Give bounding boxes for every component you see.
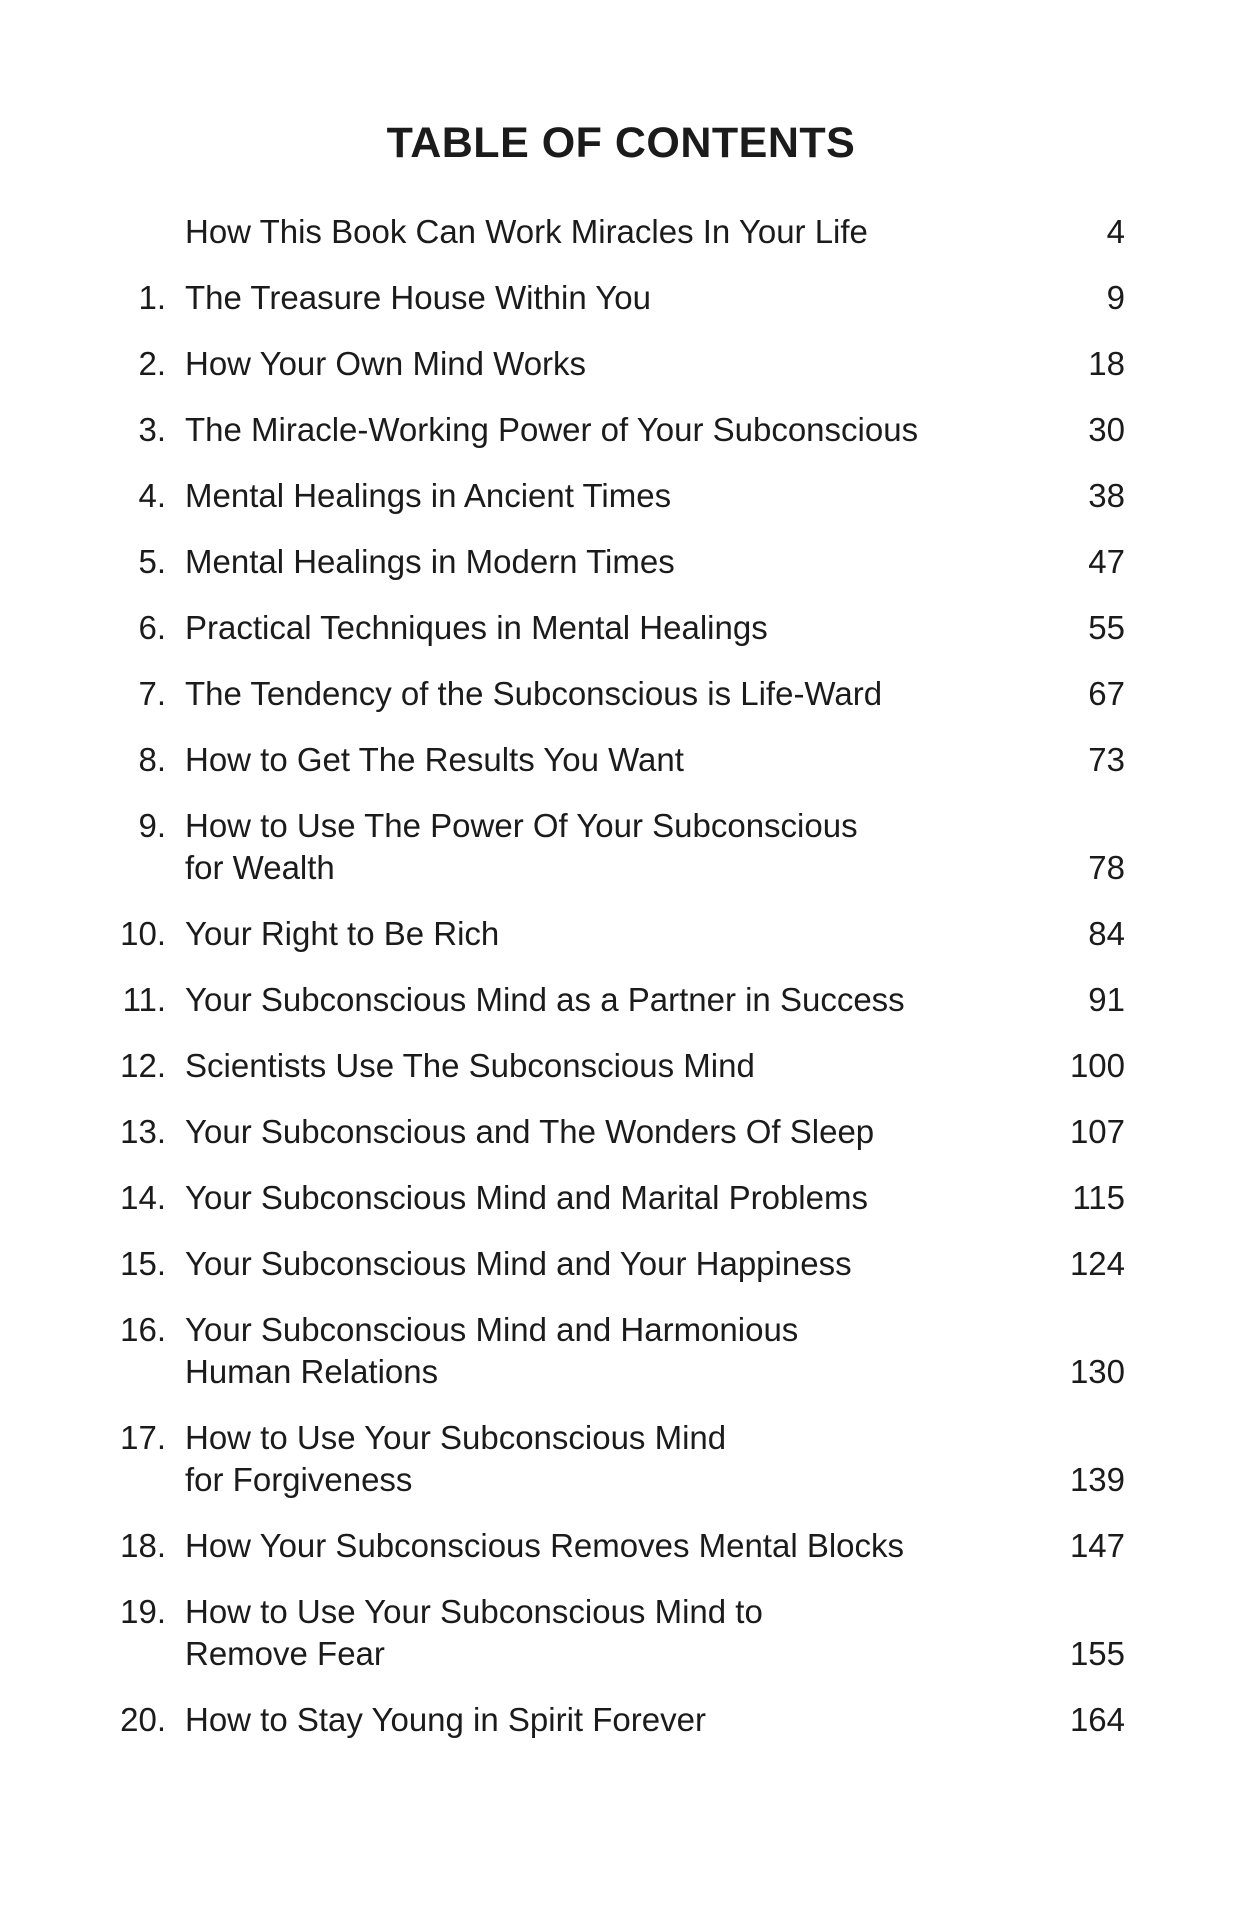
toc-entry[interactable] bbox=[0, 477, 1242, 515]
toc-entry-title bbox=[166, 1245, 1039, 1283]
toc-entry[interactable] bbox=[0, 1419, 1242, 1499]
toc-entry-title bbox=[166, 915, 1039, 953]
toc-entry-page-number: 91 bbox=[1088, 981, 1125, 1018]
toc-entry-title-line: How Your Subconscious Removes Mental Blocks bbox=[185, 1527, 905, 1564]
toc-entry-title bbox=[166, 741, 1039, 779]
toc-entry-list bbox=[0, 213, 1242, 1739]
toc-entry-page-number: 4 bbox=[1106, 213, 1125, 250]
toc-entry[interactable] bbox=[0, 915, 1242, 953]
toc-entry-page-number: 155 bbox=[1069, 1635, 1125, 1672]
toc-entry-number: 1. bbox=[138, 279, 166, 316]
toc-entry-page-number: 130 bbox=[1069, 1353, 1125, 1390]
toc-entry-number: 3. bbox=[138, 411, 166, 448]
toc-entry-title bbox=[166, 279, 1039, 317]
toc-entry-number: 2. bbox=[138, 345, 166, 382]
toc-entry[interactable] bbox=[0, 345, 1242, 383]
toc-entry-title-line: Your Subconscious Mind as a Partner in Success bbox=[185, 981, 905, 1018]
toc-entry-title bbox=[166, 675, 1039, 713]
toc-entry-title-line: Your Subconscious and The Wonders Of Sleep bbox=[185, 1113, 875, 1150]
toc-entry-title-line: How to Stay Young in Spirit Forever bbox=[185, 1701, 706, 1738]
toc-entry[interactable] bbox=[0, 1245, 1242, 1283]
toc-entry[interactable] bbox=[0, 1527, 1242, 1565]
toc-entry-number: 16. bbox=[120, 1311, 166, 1348]
toc-entry-title bbox=[166, 543, 1039, 581]
toc-entry-page-number: 30 bbox=[1088, 411, 1125, 448]
toc-entry-number: 11. bbox=[122, 981, 166, 1018]
toc-entry[interactable] bbox=[0, 981, 1242, 1019]
toc-entry-title bbox=[166, 477, 1039, 515]
toc-entry-title-line: The Miracle-Working Power of Your Subconscious bbox=[185, 411, 919, 448]
toc-entry-title-line: Remove Fear bbox=[185, 1635, 385, 1672]
toc-entry-title bbox=[166, 609, 1039, 647]
toc-entry-title-line: Mental Healings in Modern Times bbox=[185, 543, 675, 580]
toc-entry-title-line: How Your Own Mind Works bbox=[185, 345, 587, 382]
toc-entry[interactable] bbox=[0, 1047, 1242, 1085]
toc-entry-title bbox=[166, 1179, 1039, 1217]
toc-entry[interactable] bbox=[0, 1701, 1242, 1739]
toc-entry-number: 10. bbox=[120, 915, 166, 952]
toc-entry-page-number: 147 bbox=[1069, 1527, 1125, 1564]
toc-entry-page-number: 124 bbox=[1069, 1245, 1125, 1282]
toc-entry-title-line: How This Book Can Work Miracles In Your Life bbox=[185, 213, 868, 250]
toc-entry[interactable] bbox=[0, 1179, 1242, 1217]
toc-entry-page-number: 38 bbox=[1088, 477, 1125, 514]
toc-entry-title bbox=[166, 1419, 1039, 1499]
toc-entry[interactable] bbox=[0, 1113, 1242, 1151]
toc-entry-number: 12. bbox=[120, 1047, 166, 1084]
toc-entry-page-number: 107 bbox=[1069, 1113, 1125, 1150]
toc-entry-number: 18. bbox=[120, 1527, 166, 1564]
toc-entry-number: 8. bbox=[138, 741, 166, 778]
toc-entry[interactable] bbox=[0, 1593, 1242, 1673]
toc-entry-page-number: 18 bbox=[1088, 345, 1125, 382]
toc-entry-title bbox=[166, 411, 1039, 449]
toc-entry-title bbox=[166, 1701, 1039, 1739]
toc-entry-number: 15. bbox=[120, 1245, 166, 1282]
toc-entry-title-line: How to Use Your Subconscious Mind to bbox=[185, 1593, 763, 1630]
toc-entry-title-line: How to Get The Results You Want bbox=[185, 741, 684, 778]
toc-entry-title-line: Your Subconscious Mind and Your Happiness bbox=[185, 1245, 852, 1282]
toc-entry-title-line: The Treasure House Within You bbox=[185, 279, 651, 316]
toc-entry-title bbox=[166, 1311, 1039, 1391]
toc-entry-number: 19. bbox=[120, 1593, 166, 1630]
page-title: TABLE OF CONTENTS bbox=[386, 119, 856, 167]
toc-entry-page-number: 73 bbox=[1088, 741, 1125, 778]
toc-entry-page-number: 9 bbox=[1106, 279, 1125, 316]
toc-entry-page-number: 67 bbox=[1088, 675, 1125, 712]
toc-entry-page-number: 100 bbox=[1069, 1047, 1125, 1084]
toc-entry-title bbox=[166, 981, 1039, 1019]
toc-entry-title bbox=[166, 1527, 1039, 1565]
toc-entry-title-line: Mental Healings in Ancient Times bbox=[185, 477, 672, 514]
toc-entry[interactable] bbox=[0, 1311, 1242, 1391]
toc-entry-title bbox=[166, 213, 1039, 251]
toc-entry-page-number: 164 bbox=[1069, 1701, 1125, 1738]
toc-entry-title-line: for Wealth bbox=[185, 849, 335, 886]
toc-entry-title-line: Your Subconscious Mind and Marital Problems bbox=[185, 1179, 868, 1216]
toc-entry[interactable] bbox=[0, 279, 1242, 317]
toc-entry[interactable] bbox=[0, 675, 1242, 713]
toc-entry-page-number: 55 bbox=[1088, 609, 1125, 646]
toc-entry-page-number: 84 bbox=[1088, 915, 1125, 952]
toc-entry[interactable] bbox=[0, 213, 1242, 251]
toc-entry-page-number: 139 bbox=[1069, 1461, 1125, 1498]
toc-entry-number: 9. bbox=[138, 807, 166, 844]
toc-entry-title-line: Your Right to Be Rich bbox=[185, 915, 500, 952]
toc-entry-title bbox=[166, 1593, 1039, 1673]
toc-entry-title-line: How to Use Your Subconscious Mind bbox=[185, 1419, 727, 1456]
toc-entry-number: 13. bbox=[120, 1113, 166, 1150]
toc-entry-number: 4. bbox=[138, 477, 166, 514]
toc-entry[interactable] bbox=[0, 741, 1242, 779]
toc-entry-number: 17. bbox=[120, 1419, 166, 1456]
toc-entry-title bbox=[166, 807, 1039, 887]
toc-entry-title-line: Your Subconscious Mind and Harmonious bbox=[185, 1311, 799, 1348]
toc-entry-title bbox=[166, 345, 1039, 383]
toc-entry-title bbox=[166, 1047, 1039, 1085]
toc-entry-number: 6. bbox=[138, 609, 166, 646]
toc-entry[interactable] bbox=[0, 543, 1242, 581]
toc-entry-page-number: 115 bbox=[1072, 1179, 1125, 1216]
toc-entry-title-line: The Tendency of the Subconscious is Life-Ward bbox=[185, 675, 883, 712]
toc-entry-title-line: for Forgiveness bbox=[185, 1461, 413, 1498]
toc-entry[interactable] bbox=[0, 807, 1242, 887]
toc-entry-title-line: Human Relations bbox=[185, 1353, 439, 1390]
toc-entry-page-number: 47 bbox=[1088, 543, 1125, 580]
toc-entry-page-number: 78 bbox=[1088, 849, 1125, 886]
toc-entry-title-line: Practical Techniques in Mental Healings bbox=[185, 609, 768, 646]
toc-entry-number: 7. bbox=[138, 675, 166, 712]
toc-entry[interactable] bbox=[0, 411, 1242, 449]
toc-entry-title bbox=[166, 1113, 1039, 1151]
toc-entry-number: 20. bbox=[120, 1701, 166, 1738]
toc-entry[interactable] bbox=[0, 609, 1242, 647]
toc-entry-number: 14. bbox=[120, 1179, 166, 1216]
toc-entry-number: 5. bbox=[138, 543, 166, 580]
toc-entry-title-line: Scientists Use The Subconscious Mind bbox=[185, 1047, 755, 1084]
toc-entry-title-line: How to Use The Power Of Your Subconscious bbox=[185, 807, 858, 844]
